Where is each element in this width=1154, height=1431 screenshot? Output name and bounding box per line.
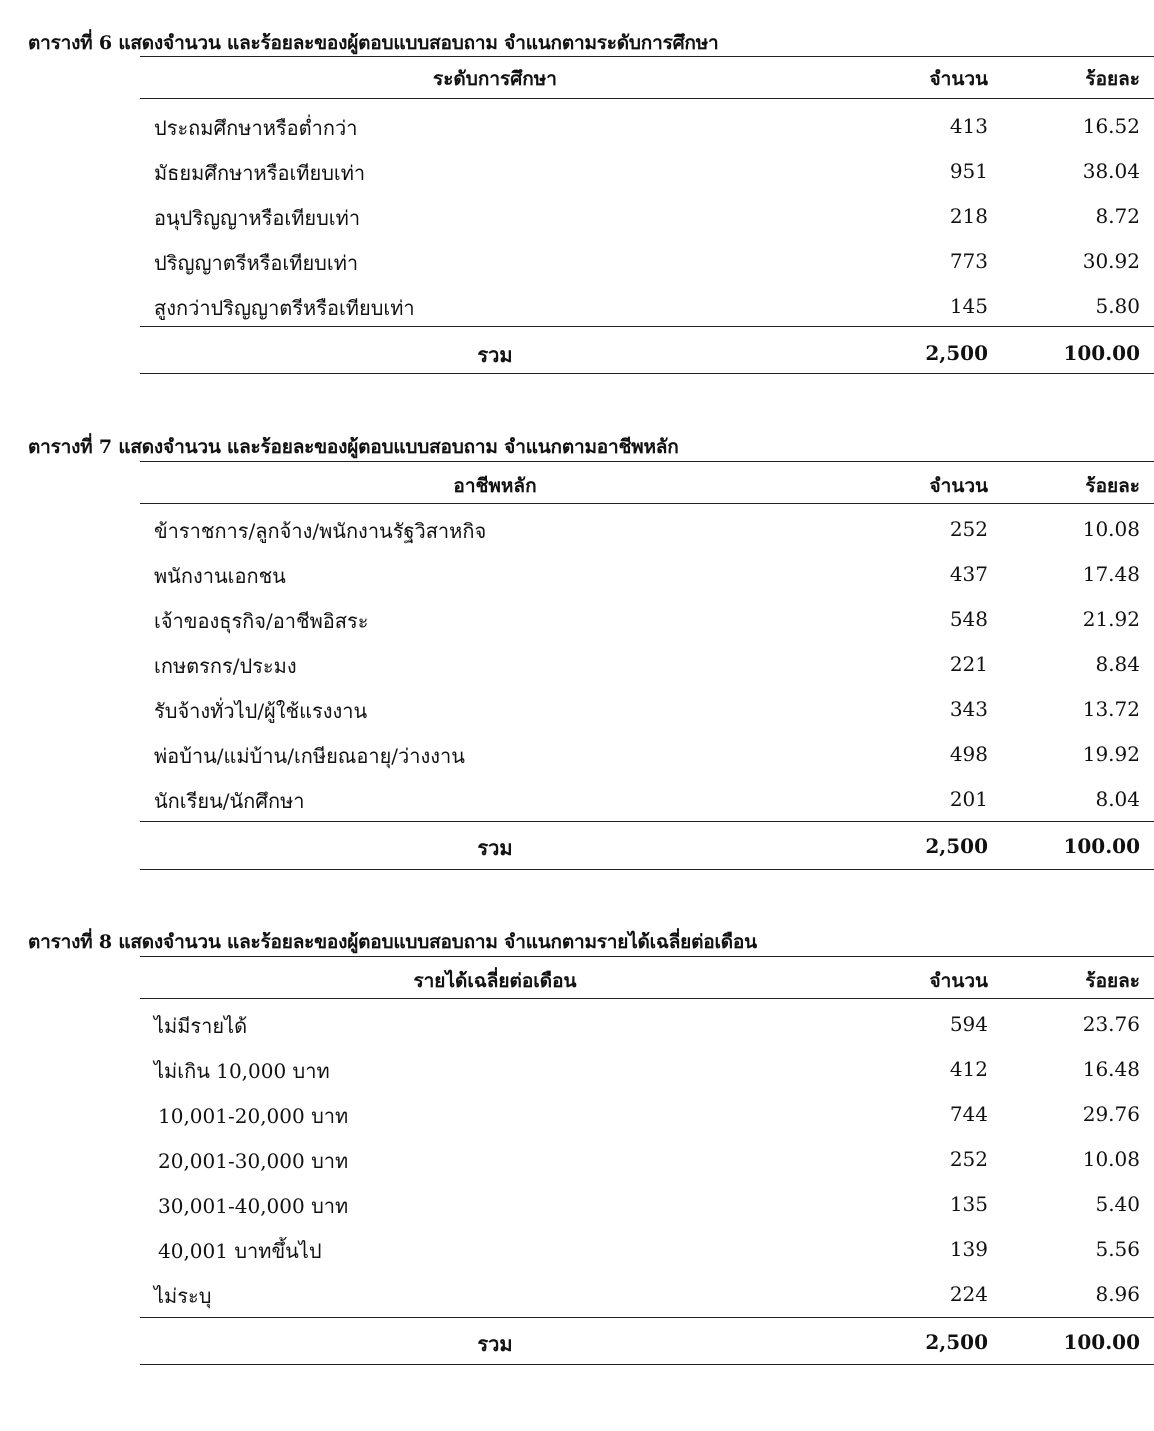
total-row xyxy=(140,824,1154,869)
top-rule xyxy=(140,956,1154,957)
table-row xyxy=(140,777,1154,822)
header-rule xyxy=(140,998,1154,999)
table-row xyxy=(140,1047,1154,1092)
row-label: พนักงานเอกชน xyxy=(154,564,286,588)
row-count: 252 xyxy=(949,1147,988,1171)
row-label: พ่อบ้าน/แม่บ้าน/เกษียณอายุ/ว่างงาน xyxy=(154,744,465,768)
row-pct: 16.52 xyxy=(1082,114,1140,138)
header-count: จำนวน xyxy=(929,970,988,992)
header-pct: ร้อยละ xyxy=(1085,970,1140,992)
row-pct: 30.92 xyxy=(1082,249,1140,273)
table-row xyxy=(140,1092,1154,1137)
top-rule xyxy=(140,461,1154,462)
total-count: 2,500 xyxy=(925,1330,988,1354)
row-label: 20,001-30,000 บาท xyxy=(158,1149,349,1173)
header-pct: ร้อยละ xyxy=(1085,68,1140,90)
row-label: ไม่ระบุ xyxy=(154,1284,212,1308)
total-label: รวม xyxy=(477,1332,513,1356)
row-count: 139 xyxy=(949,1237,988,1261)
row-label: นักเรียน/นักศึกษา xyxy=(154,789,305,813)
row-count: 437 xyxy=(949,562,988,586)
table-row xyxy=(140,149,1154,194)
table-row xyxy=(140,104,1154,149)
table-row xyxy=(140,642,1154,687)
table-row xyxy=(140,507,1154,552)
row-count: 224 xyxy=(949,1282,988,1306)
table-row xyxy=(140,1002,1154,1047)
table-caption: ตารางที่ 7 แสดงจำนวน และร้อยละของผู้ตอบแบบสอบถาม จำแนกตามอาชีพหลัก xyxy=(28,436,679,458)
table-row xyxy=(140,552,1154,597)
row-pct: 5.40 xyxy=(1095,1192,1140,1216)
row-count: 252 xyxy=(949,517,988,541)
row-label: ปริญญาตรีหรือเทียบเท่า xyxy=(154,251,359,275)
row-pct: 8.72 xyxy=(1095,204,1140,228)
bottom-rule xyxy=(140,373,1154,374)
row-label: ไม่มีรายได้ xyxy=(154,1014,248,1038)
row-pct: 29.76 xyxy=(1082,1102,1140,1126)
total-rule xyxy=(140,326,1154,327)
table-row xyxy=(140,687,1154,732)
row-count: 343 xyxy=(949,697,988,721)
row-count: 135 xyxy=(949,1192,988,1216)
row-label: อนุปริญญาหรือเทียบเท่า xyxy=(154,206,361,230)
table-header xyxy=(140,56,1154,101)
row-label: ประถมศึกษาหรือต่ำกว่า xyxy=(154,116,358,140)
row-label: ข้าราชการ/ลูกจ้าง/พนักงานรัฐวิสาหกิจ xyxy=(154,519,487,543)
row-count: 218 xyxy=(949,204,988,228)
total-row xyxy=(140,1320,1154,1365)
row-label: 40,001 บาทขึ้นไป xyxy=(158,1239,322,1263)
row-count: 412 xyxy=(949,1057,988,1081)
header-label: ระดับการศึกษา xyxy=(433,68,557,90)
bottom-rule xyxy=(140,869,1154,870)
row-label: ไม่เกิน 10,000 บาท xyxy=(154,1059,330,1083)
table-row xyxy=(140,284,1154,329)
row-pct: 5.56 xyxy=(1095,1237,1140,1261)
header-count: จำนวน xyxy=(929,68,988,90)
row-count: 773 xyxy=(949,249,988,273)
bottom-rule xyxy=(140,1364,1154,1365)
row-count: 221 xyxy=(949,652,988,676)
row-count: 201 xyxy=(949,787,988,811)
row-pct: 5.80 xyxy=(1095,294,1140,318)
row-label: 30,001-40,000 บาท xyxy=(158,1194,349,1218)
row-pct: 23.76 xyxy=(1082,1012,1140,1036)
row-pct: 8.04 xyxy=(1095,787,1140,811)
table-header xyxy=(140,463,1154,508)
total-count: 2,500 xyxy=(925,834,988,858)
row-pct: 16.48 xyxy=(1082,1057,1140,1081)
table-row xyxy=(140,194,1154,239)
total-row xyxy=(140,331,1154,376)
header-label: อาชีพหลัก xyxy=(453,475,537,497)
total-label: รวม xyxy=(477,836,513,860)
row-label: สูงกว่าปริญญาตรีหรือเทียบเท่า xyxy=(154,296,415,320)
row-pct: 10.08 xyxy=(1082,1147,1140,1171)
row-pct: 8.84 xyxy=(1095,652,1140,676)
table-header xyxy=(140,958,1154,1003)
total-rule xyxy=(140,821,1154,822)
row-pct: 10.08 xyxy=(1082,517,1140,541)
row-pct: 38.04 xyxy=(1082,159,1140,183)
row-pct: 17.48 xyxy=(1082,562,1140,586)
row-count: 594 xyxy=(949,1012,988,1036)
row-pct: 19.92 xyxy=(1082,742,1140,766)
header-count: จำนวน xyxy=(929,475,988,497)
row-count: 413 xyxy=(949,114,988,138)
row-pct: 13.72 xyxy=(1082,697,1140,721)
row-label: เกษตรกร/ประมง xyxy=(154,654,297,678)
header-pct: ร้อยละ xyxy=(1085,475,1140,497)
row-count: 145 xyxy=(949,294,988,318)
total-rule xyxy=(140,1317,1154,1318)
row-count: 744 xyxy=(949,1102,988,1126)
header-rule xyxy=(140,503,1154,504)
total-count: 2,500 xyxy=(925,341,988,365)
row-label: 10,001-20,000 บาท xyxy=(158,1104,349,1128)
table-row xyxy=(140,1137,1154,1182)
table-row xyxy=(140,1272,1154,1317)
row-count: 951 xyxy=(949,159,988,183)
total-pct: 100.00 xyxy=(1063,1330,1140,1354)
header-label: รายได้เฉลี่ยต่อเดือน xyxy=(413,970,577,992)
row-pct: 8.96 xyxy=(1095,1282,1140,1306)
total-pct: 100.00 xyxy=(1063,341,1140,365)
row-label: มัธยมศึกษาหรือเทียบเท่า xyxy=(154,161,366,185)
table-row xyxy=(140,597,1154,642)
row-pct: 21.92 xyxy=(1082,607,1140,631)
row-count: 548 xyxy=(949,607,988,631)
row-label: รับจ้างทั่วไป/ผู้ใช้แรงงาน xyxy=(154,699,368,723)
table-caption: ตารางที่ 6 แสดงจำนวน และร้อยละของผู้ตอบแบบสอบถาม จำแนกตามระดับการศึกษา xyxy=(28,32,719,54)
table-row xyxy=(140,732,1154,777)
row-count: 498 xyxy=(949,742,988,766)
table-row xyxy=(140,239,1154,284)
table-row xyxy=(140,1182,1154,1227)
row-label: เจ้าของธุรกิจ/อาชีพอิสระ xyxy=(154,609,369,633)
table-caption: ตารางที่ 8 แสดงจำนวน และร้อยละของผู้ตอบแบบสอบถาม จำแนกตามรายได้เฉลี่ยต่อเดือน xyxy=(28,931,757,953)
header-rule xyxy=(140,98,1154,99)
total-label: รวม xyxy=(477,343,513,367)
total-pct: 100.00 xyxy=(1063,834,1140,858)
table-row xyxy=(140,1227,1154,1272)
